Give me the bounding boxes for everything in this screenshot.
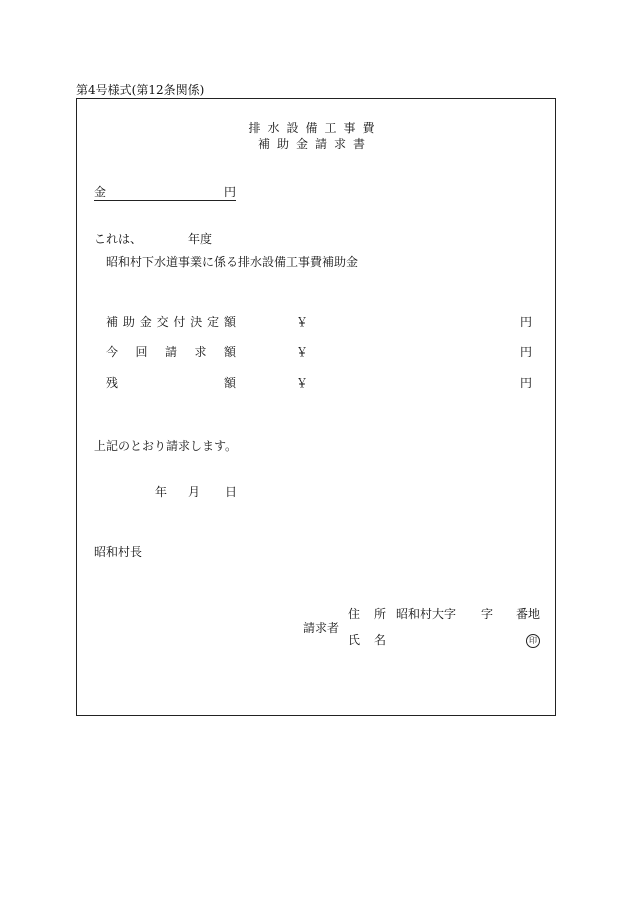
form-title-line2: 補助金請求書 xyxy=(257,137,372,151)
table-label-remaining: 残額 xyxy=(106,376,236,390)
amount-suffix: 円 xyxy=(224,185,237,199)
address-label: 住所 xyxy=(348,607,386,621)
yen-mark: ￥ xyxy=(296,345,309,359)
addressee: 昭和村長 xyxy=(94,545,143,559)
amount-prefix: 金 xyxy=(94,185,107,199)
name-label: 氏名 xyxy=(348,633,386,647)
address-value: 昭和村大字 xyxy=(396,607,457,621)
form-title-line1: 排水設備工事費 xyxy=(248,121,382,135)
unit-label: 円 xyxy=(520,345,533,359)
date-day: 日 xyxy=(225,485,238,499)
yen-mark: ￥ xyxy=(296,376,309,390)
date-year: 年 xyxy=(155,485,168,499)
amount-underline xyxy=(94,200,236,201)
aza-label: 字 xyxy=(481,607,494,621)
intro-text: これは、 xyxy=(94,232,143,246)
unit-label: 円 xyxy=(520,315,533,329)
seal-mark: 印 xyxy=(526,634,540,648)
unit-label: 円 xyxy=(520,376,533,390)
form-number: 第4号様式(第12条関係) xyxy=(76,83,205,97)
yen-mark: ￥ xyxy=(296,315,309,329)
table-label-decided-amount: 補助金交付決定額 xyxy=(106,315,236,329)
fiscal-year-label: 年度 xyxy=(188,232,213,246)
claimant-label: 請求者 xyxy=(303,621,340,635)
table-label-current-claim: 今回請求額 xyxy=(106,345,236,359)
banchi-label: 番地 xyxy=(516,607,541,621)
closing-statement: 上記のとおり請求します。 xyxy=(94,439,238,453)
date-month: 月 xyxy=(188,485,201,499)
subsidy-name: 昭和村下水道事業に係る排水設備工事費補助金 xyxy=(106,255,359,269)
